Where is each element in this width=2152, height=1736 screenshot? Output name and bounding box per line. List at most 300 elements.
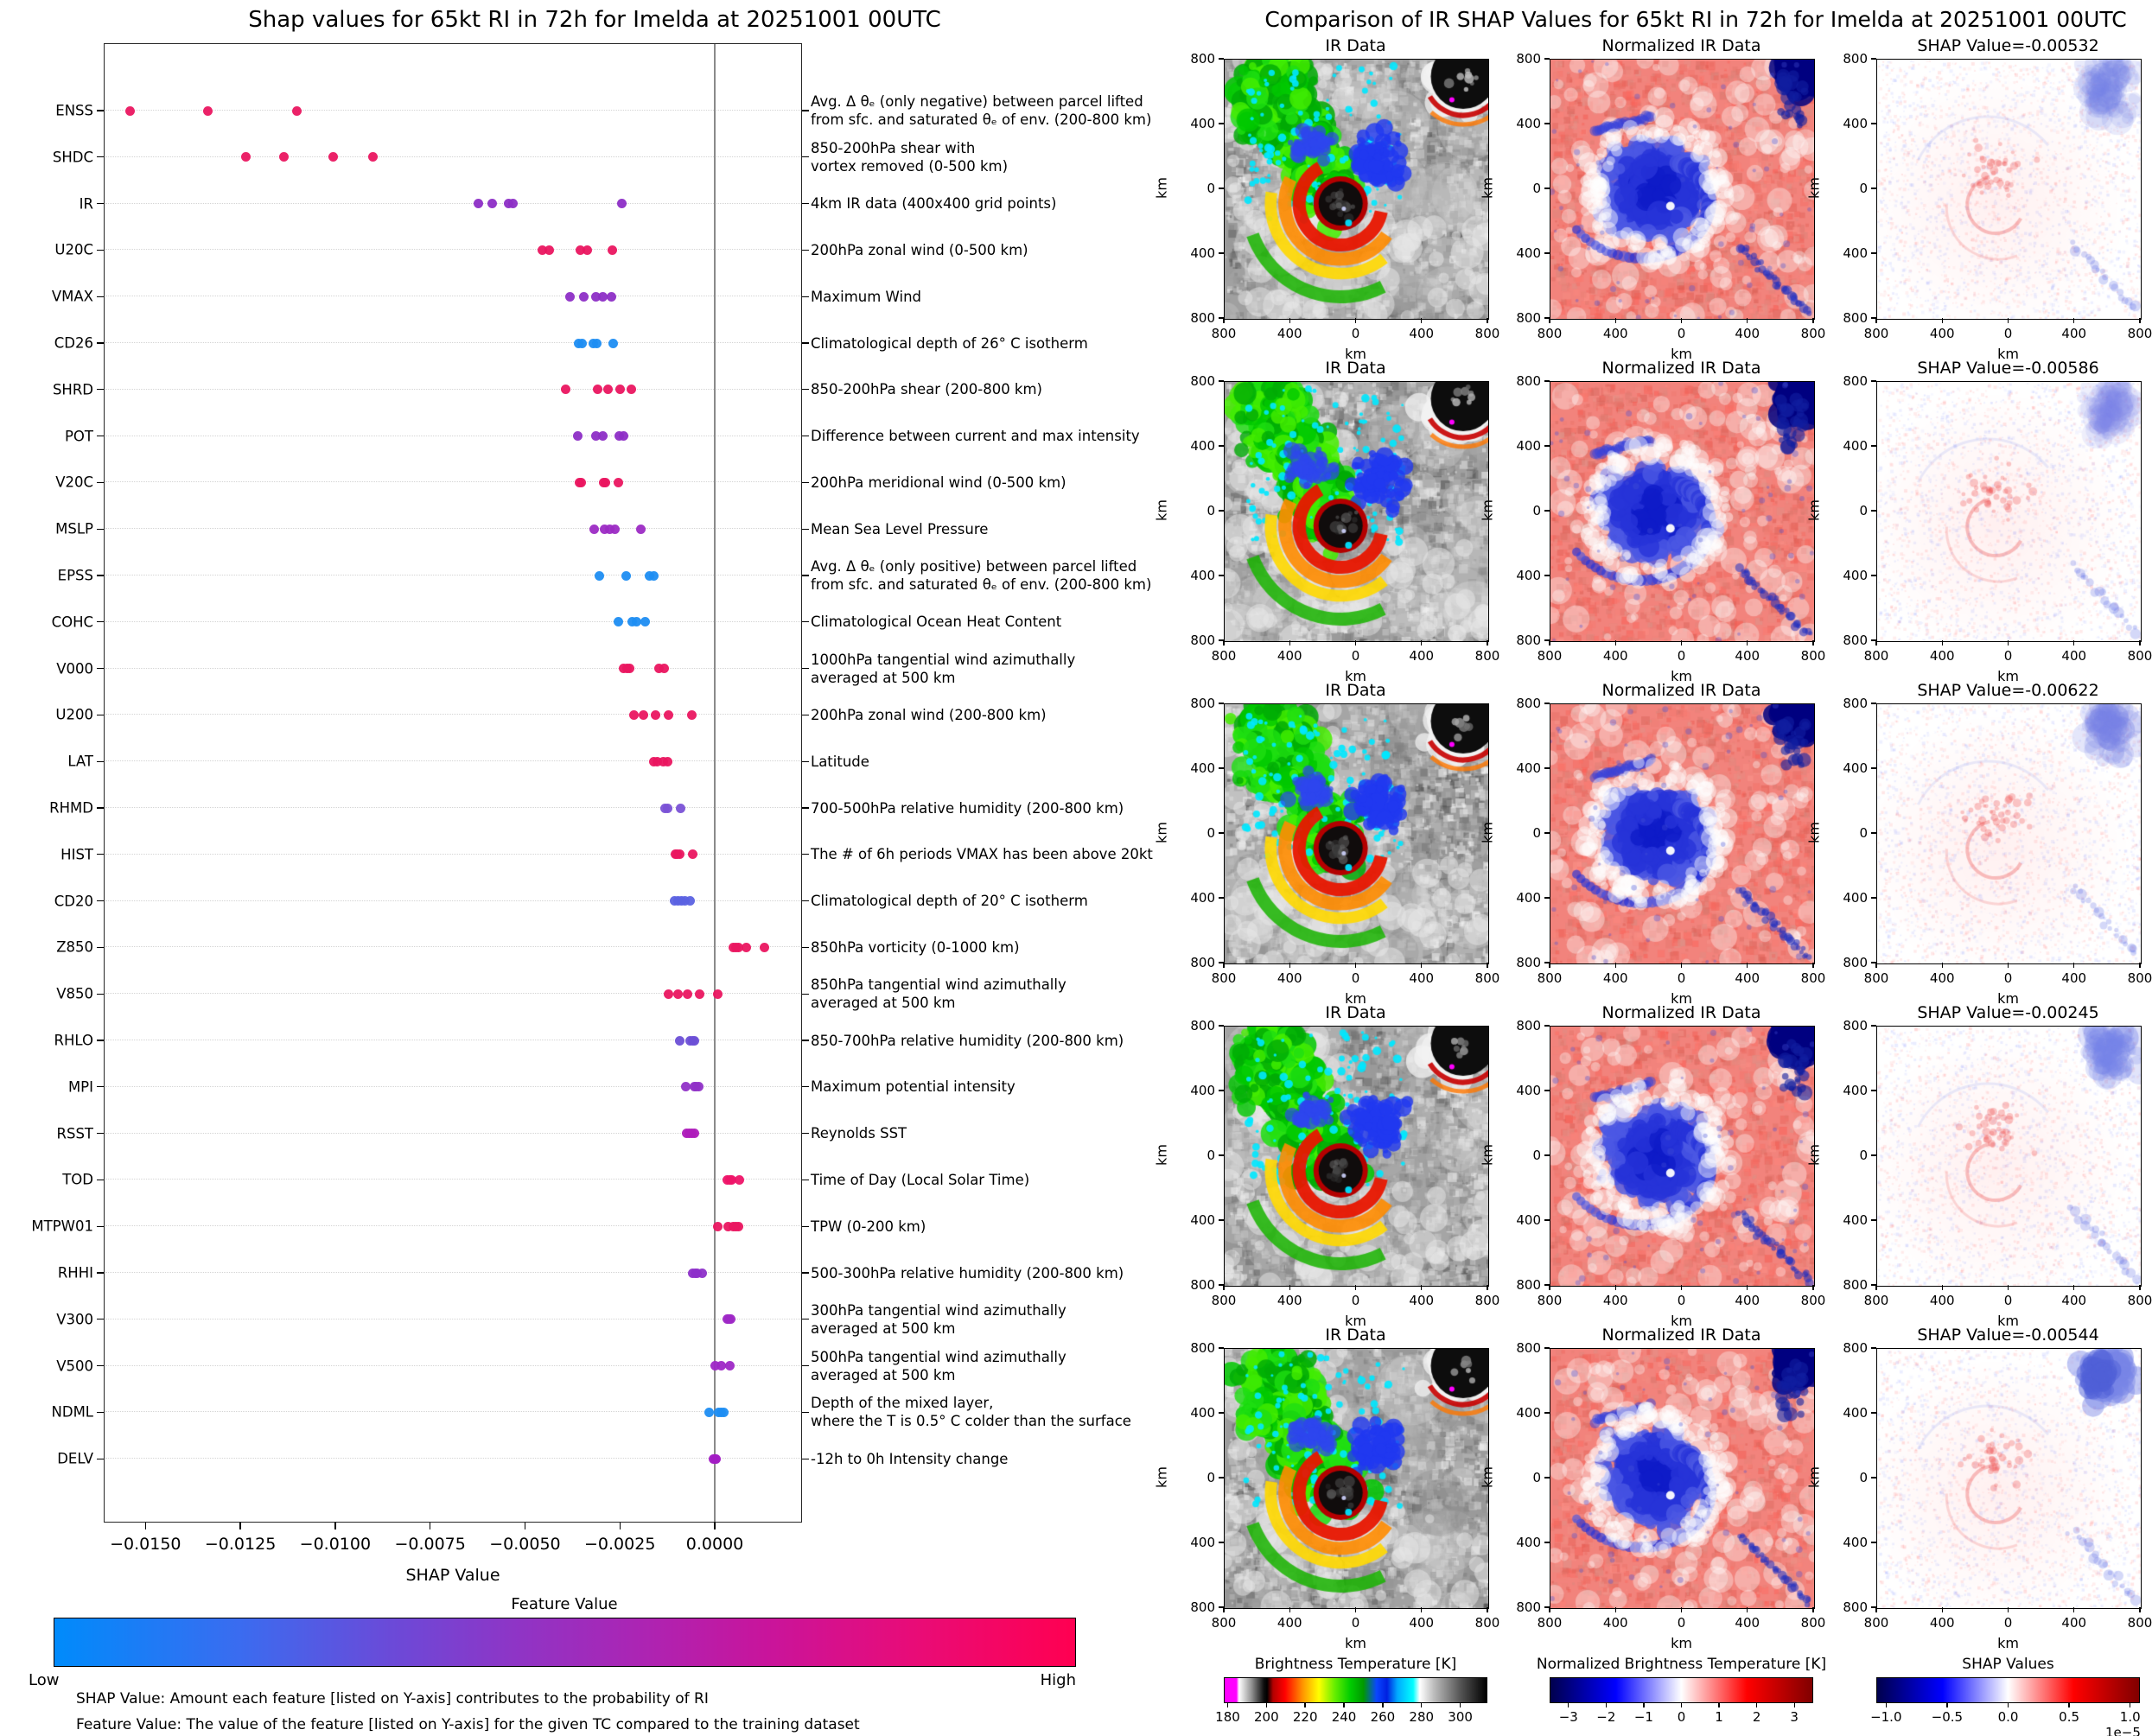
y-tick-mark [97,203,104,204]
subplot-x-tick [1549,640,1550,645]
subplot-y-tick-label: 0 [1207,181,1215,196]
y-tick-mark-right [802,296,809,297]
ir-data-image [1225,382,1488,641]
subplot-x-tick [1747,640,1748,645]
subplot-x-tick [1747,1285,1748,1290]
subplot-x-tick-label: 400 [2061,1615,2087,1631]
feature-label-mtpw01: MTPW01 [31,1218,93,1235]
subplot-y-tick-label: 0 [1532,1470,1541,1485]
y-tick-mark-right [802,900,809,901]
subplot-y-tick-label: 800 [1190,955,1215,970]
shap-dot [734,1222,743,1231]
subplot-y-tick [1544,1219,1550,1220]
subplot-title-shap-row2: SHAP Value=-0.00586 [1917,359,2099,378]
y-tick-mark [97,1133,104,1134]
subplot-x-tick [2008,318,2009,323]
subplot-x-axis-unit: km [1671,990,1692,1007]
ir-data-image [1225,60,1488,319]
y-tick-mark-right [802,203,809,204]
colorbar-tick-label: 2 [1752,1709,1761,1725]
subplot-x-tick-label: 0 [1351,326,1360,341]
subplot-x-tick-label: 400 [2061,970,2087,986]
y-tick-mark-right [802,761,809,762]
subplot-x-tick-label: 800 [1474,970,1500,986]
subplot-x-tick-label: 800 [1474,1615,1500,1631]
feature-description: 850-200hPa shear (200-800 km) [811,381,1042,398]
subplot-x-tick [1942,963,1943,968]
subplot-y-tick-label: 800 [1516,1599,1541,1615]
feature-label-rhmd: RHMD [49,799,93,817]
normalized-ir-image [1550,704,1814,963]
gridline [105,203,800,204]
subplot-x-tick [1942,640,1943,645]
subplot-x-tick-label: 800 [1211,1293,1237,1308]
subplot-x-tick-label: 400 [2061,648,2087,664]
subplot-y-tick-label: 800 [1843,1340,1868,1356]
subplot-y-tick [1544,445,1550,446]
subplot-x-tick-label: 400 [1409,648,1435,664]
subplot-x-tick-label: 400 [1735,648,1760,664]
right-panel-title: Comparison of IR SHAP Values for 65kt RI in 72h for Imelda at 20251001 00UTC [1264,7,2127,32]
gridline [105,1179,800,1180]
gridline [105,900,800,901]
subplot-x-tick [1549,1607,1550,1612]
subplot-y-axis-unit: km [1479,499,1496,521]
subplot-y-axis-unit: km [1479,177,1496,199]
subplot-y-tick [1219,252,1224,253]
subplot-x-tick-label: 400 [1277,326,1302,341]
y-tick-mark [97,854,104,855]
subplot-x-tick-label: 400 [2061,326,2087,341]
subplot-y-tick [1219,510,1224,511]
subplot-x-axis-unit: km [1345,1635,1366,1651]
feature-description: 700-500hPa relative humidity (200-800 km) [811,799,1124,817]
feature-description: 850-700hPa relative humidity (200-800 km) [811,1032,1124,1049]
feature-label-v000: V000 [56,660,93,677]
colorbar-title-2: Normalized Brightness Temperature [K] [1536,1656,1827,1673]
subplot-x-tick-label: 800 [1800,970,1826,986]
ir-data-image [1225,1027,1488,1286]
subplot-x-tick-label: 400 [1602,1615,1628,1631]
colorbar-low-label: Low [29,1671,60,1689]
subplot-y-tick-label: 800 [1843,955,1868,970]
subplot-x-tick-label: 400 [2061,1293,2087,1308]
subplot-y-tick-label: 400 [1843,1212,1868,1228]
subplot-y-tick-label: 400 [1843,1535,1868,1550]
subplot-y-tick-label: 400 [1190,1535,1215,1550]
subplot-x-axis-unit: km [1671,1313,1692,1329]
shap-dot [125,106,135,116]
subplot-y-tick [1544,1025,1550,1026]
subplot-x-tick [1615,640,1616,645]
gridline [105,1458,800,1459]
subplot-y-tick-label: 800 [1516,696,1541,711]
subplot-y-tick [1544,897,1550,898]
feature-label-pot: POT [64,428,93,445]
feature-label-v300: V300 [56,1311,93,1328]
subplot-y-tick-label: 400 [1516,116,1541,131]
feature-description: 4km IR data (400x400 grid points) [811,195,1057,213]
subplot-x-tick [2008,963,2009,968]
subplot-x-tick [1355,640,1356,645]
feature-label-vmax: VMAX [51,288,93,305]
subplot-y-tick-label: 400 [1516,1212,1541,1228]
feature-description: -12h to 0h Intensity change [811,1450,1009,1467]
y-tick-mark [97,156,104,157]
y-tick-mark [97,1365,104,1366]
colorbar-tick [2008,1703,2009,1707]
y-tick-mark [97,994,104,995]
shap-dot [725,1361,735,1370]
shap-dot [592,339,602,348]
subplot-title-ir-row2: IR Data [1325,359,1386,378]
feature-description: 850-200hPa shear with [811,139,976,156]
ir-data-plot-row5 [1224,1348,1489,1609]
y-tick-mark-right [802,342,809,343]
colorbar-tick-label: 200 [1254,1709,1279,1725]
normalized-ir-plot-row4 [1550,1026,1815,1287]
subplot-y-tick-label: 0 [1207,1148,1215,1163]
subplot-x-tick [2073,318,2074,323]
subplot-y-tick [1871,767,1876,768]
subplot-x-tick [1875,963,1876,968]
subplot-x-tick [1681,1607,1682,1612]
colorbar-tick-label: −2 [1596,1709,1616,1725]
subplot-x-tick [1942,1607,1943,1612]
y-tick-mark-right [802,947,809,948]
subplot-y-tick [1219,1154,1224,1155]
subplot-title-ir-row4: IR Data [1325,1003,1386,1022]
subplot-y-tick-label: 800 [1843,51,1868,67]
shap-dot [694,1082,704,1091]
subplot-x-tick [1421,1285,1422,1290]
y-tick-mark [97,807,104,808]
y-tick-mark [97,389,104,390]
subplot-y-tick-label: 800 [1516,51,1541,67]
feature-description: averaged at 500 km [811,669,956,686]
brightness-temperature-colorbar [1224,1677,1487,1703]
subplot-x-axis-unit: km [1671,668,1692,684]
y-tick-mark-right [802,668,809,669]
gridline [105,249,800,250]
shap-dot [675,849,684,859]
shap-dot [683,989,692,999]
subplot-title-ir-row5: IR Data [1325,1326,1386,1345]
subplot-y-tick-label: 800 [1843,310,1868,326]
colorbar-tick [2068,1703,2069,1707]
shap-dot [573,431,583,441]
feature-label-u20c: U20C [54,241,93,258]
subplot-y-tick-label: 800 [1516,955,1541,970]
y-tick-mark [97,900,104,901]
normalized-ir-plot-row1 [1550,59,1815,320]
subplot-y-tick-label: 0 [1859,1470,1868,1485]
subplot-y-tick-label: 0 [1859,825,1868,841]
subplot-y-tick-label: 0 [1859,1148,1868,1163]
subplot-x-tick-label: 800 [1800,1293,1826,1308]
subplot-y-tick [1219,445,1224,446]
colorbar-tick-label: 1.0 [2119,1709,2141,1725]
colorbar-tick-label: 180 [1215,1709,1240,1725]
subplot-y-tick-label: 400 [1516,890,1541,906]
subplot-y-tick [1544,252,1550,253]
beeswarm-plot-area [104,43,802,1523]
subplot-x-tick-label: 800 [1211,970,1237,986]
subplot-x-tick-label: 400 [1409,1293,1435,1308]
subplot-y-tick [1871,252,1876,253]
subplot-y-tick-label: 400 [1190,760,1215,776]
subplot-x-tick-label: 800 [1211,648,1237,664]
shap-dot [664,989,673,999]
subplot-x-tick [1355,1607,1356,1612]
feature-label-lat: LAT [67,753,93,770]
subplot-y-tick-label: 800 [1516,373,1541,389]
feature-description: averaged at 500 km [811,995,956,1012]
ir-data-image [1225,1349,1488,1608]
subplot-y-axis-unit: km [1479,1466,1496,1488]
shap-dot [663,757,672,766]
shap-value-plot-row1 [1876,59,2142,320]
colorbar-tick-label: 0 [1677,1709,1686,1725]
subplot-x-tick-label: 800 [1800,648,1826,664]
shap-dot [685,896,695,906]
subplot-x-tick-label: 800 [1863,970,1889,986]
shap-dot [621,571,631,581]
subplot-x-tick-label: 400 [1735,326,1760,341]
subplot-y-tick-label: 400 [1190,438,1215,454]
subplot-y-tick [1871,510,1876,511]
subplot-y-tick-label: 400 [1516,1405,1541,1421]
y-tick-mark-right [802,1412,809,1413]
y-tick-mark [97,342,104,343]
subplot-y-tick-label: 800 [1190,633,1215,648]
subplot-x-tick [1615,963,1616,968]
feature-description: averaged at 500 km [811,1319,956,1337]
subplot-x-tick-label: 400 [1735,1615,1760,1631]
feature-description: Difference between current and max intensity [811,428,1140,445]
subplot-x-tick [1812,1285,1813,1290]
shap-values-colorbar [1876,1677,2140,1703]
x-tick-mark [620,1523,621,1529]
shap-dot [595,571,604,581]
subplot-y-tick-label: 400 [1516,245,1541,261]
subplot-x-tick [1223,318,1224,323]
subplot-y-tick [1219,58,1224,59]
subplot-x-tick-label: 0 [2003,648,2013,664]
subplot-x-tick-label: 400 [1602,648,1628,664]
subplot-x-tick [1289,640,1290,645]
subplot-y-axis-unit: km [1153,1466,1170,1488]
subplot-x-tick [1289,318,1290,323]
shap-dot [676,804,685,813]
subplot-x-tick-label: 400 [1409,1615,1435,1631]
feature-description: where the T is 0.5° C colder than the surface [811,1413,1131,1430]
colorbar-tick-label: 3 [1790,1709,1799,1725]
subplot-y-tick-label: 0 [1532,181,1541,196]
subplot-y-tick [1871,897,1876,898]
subplot-x-tick-label: 800 [1474,1293,1500,1308]
subplot-y-tick-label: 0 [1532,825,1541,841]
y-tick-mark [97,761,104,762]
shap-dot [608,245,617,255]
subplot-x-tick-label: 400 [1929,1293,1955,1308]
footnote-shap-value: SHAP Value: Amount each feature [listed on Y-axis] contributes to the probability of RI [76,1690,709,1707]
colorbar-title-3: SHAP Values [1962,1656,2054,1673]
shap-value-image [1877,60,2141,319]
colorbar-tick [1382,1703,1383,1707]
subplot-x-tick-label: 800 [2127,648,2152,664]
subplot-x-tick [1549,318,1550,323]
subplot-x-axis-unit: km [1997,1313,2019,1329]
colorbar-tick [1304,1703,1305,1707]
normalized-ir-image [1550,1349,1814,1608]
shap-dot [713,989,723,999]
shap-dot [589,525,599,534]
subplot-x-tick-label: 0 [1677,1293,1686,1308]
subplot-y-axis-unit: km [1479,822,1496,843]
subplot-x-tick [1223,1285,1224,1290]
subplot-y-tick [1544,510,1550,511]
subplot-x-tick [1681,963,1682,968]
x-tick-mark [145,1523,146,1529]
subplot-y-tick [1544,1347,1550,1348]
subplot-y-tick-label: 800 [1190,1599,1215,1615]
subplot-x-tick [1681,318,1682,323]
subplot-y-tick-label: 0 [1859,503,1868,518]
subplot-x-tick-label: 400 [1409,970,1435,986]
normalized-ir-plot-row5 [1550,1348,1815,1609]
feature-description: 850hPa tangential wind azimuthally [811,976,1066,994]
gridline [105,481,800,482]
subplot-y-tick [1871,123,1876,124]
subplot-x-tick [1812,640,1813,645]
subplot-y-tick-label: 0 [1532,1148,1541,1163]
feature-label-v850: V850 [56,985,93,1002]
shap-dot [577,339,587,348]
subplot-y-tick-label: 0 [1532,503,1541,518]
subplot-x-axis-unit: km [1345,668,1366,684]
subplot-x-tick [1421,318,1422,323]
subplot-x-tick [1942,318,1943,323]
shap-value-plot-row5 [1876,1348,2142,1609]
subplot-x-tick-label: 800 [1211,326,1237,341]
subplot-y-axis-unit: km [1805,499,1823,521]
subplot-x-tick [1615,1607,1616,1612]
subplot-y-tick [1219,897,1224,898]
subplot-x-tick [1875,1285,1876,1290]
subplot-x-tick-label: 800 [1863,326,1889,341]
shap-value-plot-row4 [1876,1026,2142,1287]
feature-label-v500: V500 [56,1358,93,1375]
subplot-y-tick [1544,1477,1550,1478]
feature-description: 850hPa vorticity (0-1000 km) [811,938,1020,956]
shap-dot [760,943,769,952]
subplot-x-tick-label: 800 [1537,648,1563,664]
subplot-y-tick-label: 400 [1843,568,1868,583]
subplot-x-tick [1421,640,1422,645]
subplot-x-tick [1289,1285,1290,1290]
shap-dot [203,106,213,116]
x-tick-label: −0.0125 [204,1535,277,1554]
feature-label-mslp: MSLP [55,520,93,537]
subplot-y-tick-label: 400 [1516,1083,1541,1098]
subplot-x-tick [1421,1607,1422,1612]
shap-dot [711,1454,721,1464]
subplot-x-tick-label: 0 [1351,970,1360,986]
feature-description: Latitude [811,753,869,770]
y-tick-mark [97,110,104,111]
y-tick-mark-right [802,389,809,390]
y-tick-mark-right [802,482,809,483]
subplot-x-tick-label: 0 [1677,326,1686,341]
y-tick-mark [97,482,104,483]
colorbar-tick-label: 1 [1715,1709,1723,1725]
shap-value-plot-row3 [1876,703,2142,964]
subplot-y-tick-label: 800 [1190,696,1215,711]
subplot-x-tick-label: 800 [2127,970,2152,986]
feature-label-z850: Z850 [56,938,93,956]
y-tick-mark-right [802,1086,809,1087]
gridline [105,760,800,761]
subplot-x-tick-label: 0 [2003,1293,2013,1308]
shap-dot [619,431,628,441]
x-tick-mark [239,1523,240,1529]
shap-dot [690,1036,699,1046]
shap-dot [687,710,697,720]
subplot-x-tick-label: 0 [1351,1293,1360,1308]
colorbar-tick-label: −1.0 [1870,1709,1902,1725]
ir-data-plot-row3 [1224,703,1489,964]
subplot-y-tick [1871,445,1876,446]
subplot-x-tick-label: 400 [1735,970,1760,986]
subplot-x-tick-label: 0 [1351,1615,1360,1631]
subplot-y-tick [1544,1412,1550,1413]
subplot-x-tick-label: 800 [1863,648,1889,664]
subplot-x-tick [2073,963,2074,968]
subplot-x-tick-label: 400 [1602,1293,1628,1308]
subplot-y-tick-label: 400 [1516,1535,1541,1550]
subplot-x-tick [2139,640,2140,645]
subplot-title-normalized-ir-row1: Normalized IR Data [1601,36,1761,55]
gridline [105,807,800,808]
subplot-title-shap-row1: SHAP Value=-0.00532 [1917,36,2099,55]
subplot-x-tick [2008,1285,2009,1290]
subplot-x-tick [1681,1285,1682,1290]
colorbar-tick-label: 280 [1409,1709,1435,1725]
subplot-y-tick-label: 0 [1207,1470,1215,1485]
x-tick-label: −0.0050 [489,1535,561,1554]
subplot-y-axis-unit: km [1479,1144,1496,1166]
x-tick-mark [714,1523,715,1529]
feature-description: 200hPa zonal wind (200-800 km) [811,706,1047,723]
subplot-x-tick-label: 800 [2127,1293,2152,1308]
feature-label-cd20: CD20 [54,893,93,910]
feature-label-shrd: SHRD [52,381,93,398]
shap-value-image [1877,1027,2141,1286]
colorbar-tick [1756,1703,1757,1707]
subplot-y-tick-label: 800 [1190,1340,1215,1356]
subplot-x-axis-unit: km [1671,346,1692,362]
subplot-x-tick [2008,640,2009,645]
colorbar-tick [1718,1703,1719,1707]
subplot-x-tick [1942,1285,1943,1290]
colorbar-tick [1266,1703,1267,1707]
y-tick-mark [97,1086,104,1087]
shap-dot [508,199,518,208]
feature-description: 300hPa tangential wind azimuthally [811,1301,1066,1319]
subplot-y-tick-label: 400 [1843,116,1868,131]
subplot-x-tick-label: 400 [1735,1293,1760,1308]
